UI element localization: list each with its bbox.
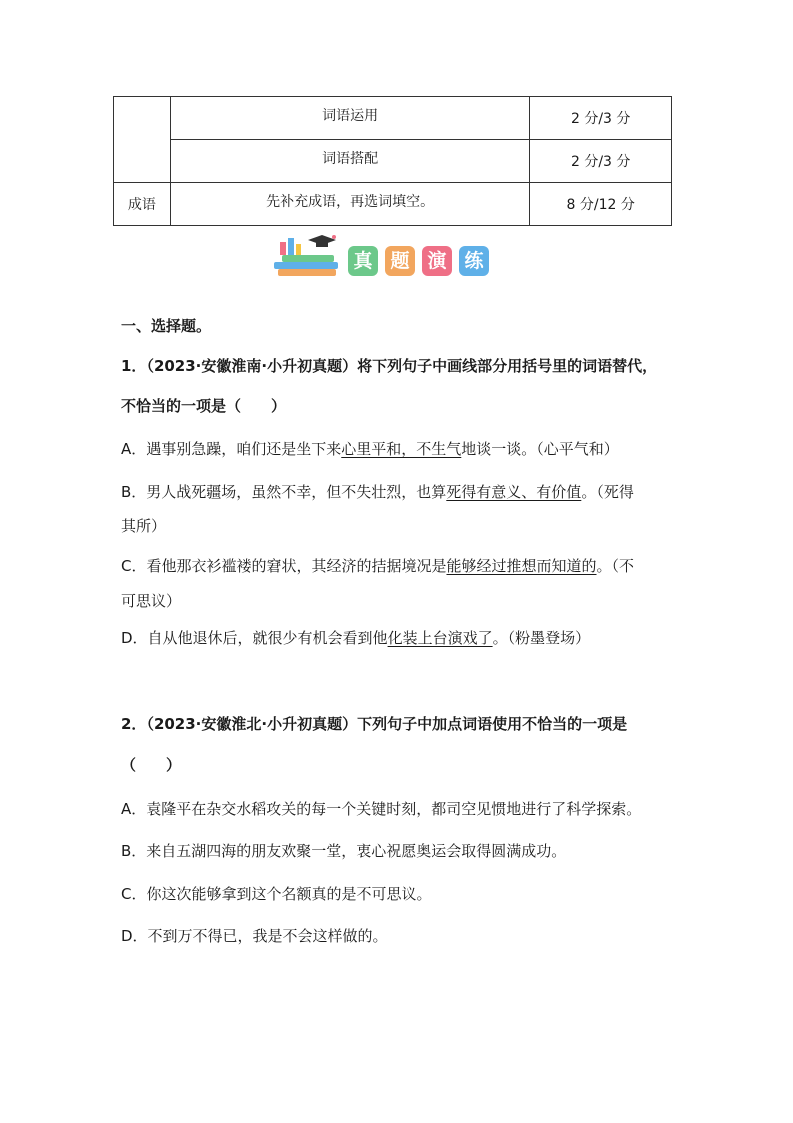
question-stem-text: （2023·安徽淮南·小升初真题）将下列句子中画线部分用括号里的词语替代， xyxy=(146,357,658,375)
option-text: A．遇事别急躁，咱们还是坐下来 xyxy=(121,440,342,458)
option-c-line2: 可思议） xyxy=(121,592,182,610)
question-1-stem-line2: 不恰当的一项是（ ） xyxy=(121,397,287,415)
table-row xyxy=(114,97,672,140)
question-number: 2． xyxy=(121,715,147,733)
table-cell-content: 词语搭配 xyxy=(170,140,530,183)
underlined-text: 化装上台演戏了 xyxy=(387,629,493,647)
table-cell-score: 8 分/12 分 xyxy=(530,183,672,226)
underlined-text: 死得有意义、有价值 xyxy=(446,483,582,501)
table-row xyxy=(114,140,672,183)
option-text: B．男人战死疆场，虽然不幸，但不失壮烈，也算 xyxy=(121,483,447,501)
section-title: 一、选择题。 xyxy=(121,317,212,335)
table-cell-content: 先补充成语，再选词填空。 xyxy=(170,183,530,226)
underlined-text: 心里平和，不生气 xyxy=(341,440,462,458)
banner-char: 练 xyxy=(459,246,489,276)
question-1-stem xyxy=(121,356,657,376)
table-cell-content: 词语运用 xyxy=(170,97,530,140)
option-d xyxy=(121,628,590,648)
table-row xyxy=(114,183,672,226)
option-b xyxy=(121,482,634,502)
option-text: D．自从他退休后，就很少有机会看到他 xyxy=(121,629,388,647)
option-a xyxy=(121,439,619,459)
question-2-stem xyxy=(121,714,627,734)
option-b: B．来自五湖四海的朋友欢聚一堂，衷心祝愿奥运会取得圆满成功。 xyxy=(121,842,567,860)
banner-char: 题 xyxy=(385,246,415,276)
question-stem-text: （2023·安徽淮北·小升初真题）下列句子中加点词语使用不恰当的一项是 xyxy=(146,715,628,733)
option-text: 。（粉墨登场） xyxy=(492,629,591,647)
option-c xyxy=(121,556,634,576)
banner-char: 演 xyxy=(422,246,452,276)
books-icon xyxy=(272,232,342,280)
table-cell-score: 2 分/3 分 xyxy=(530,140,672,183)
banner-char: 真 xyxy=(348,246,378,276)
score-table xyxy=(113,96,672,226)
option-text: C．看他那衣衫褴褛的窘状，其经济的拮据境况是 xyxy=(121,557,447,575)
option-text: 。（死得 xyxy=(581,483,634,501)
underlined-text: 能够经过推想而知道的 xyxy=(446,557,597,575)
option-text: 。（不 xyxy=(596,557,635,575)
table-cell-score: 2 分/3 分 xyxy=(530,97,672,140)
option-a: A．袁隆平在杂交水稻攻关的每一个关键时刻，都司空见惯地进行了科学探索。 xyxy=(121,800,642,818)
option-b-line2: 其所） xyxy=(121,517,167,535)
section-banner xyxy=(272,232,494,280)
question-2-stem-line2: （ ） xyxy=(121,756,182,774)
table-cell-category xyxy=(114,97,171,183)
option-d: D．不到万不得已，我是不会这样做的。 xyxy=(121,927,388,945)
table-cell-category: 成语 xyxy=(114,183,171,226)
option-text: 地谈一谈。（心平气和） xyxy=(461,440,619,458)
question-number: 1． xyxy=(121,357,147,375)
option-c: C．你这次能够拿到这个名额真的是不可思议。 xyxy=(121,885,432,903)
